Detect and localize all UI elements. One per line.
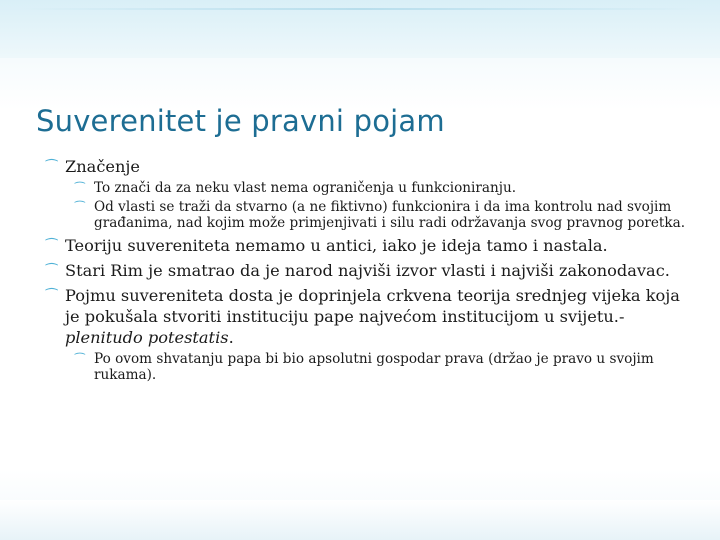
- latin-term: plenitudo potestatis: [65, 328, 229, 347]
- wifi-arc-bullet-icon: ⁀: [46, 239, 58, 255]
- bullet-text: Značenje: [65, 157, 140, 176]
- bottom-decorative-band: [0, 500, 720, 540]
- slide-title: Suverenitet je pravni pojam: [36, 104, 445, 138]
- bullet-text-suffix: .: [228, 328, 234, 347]
- sub-bullet-text: To znači da za neku vlast nema ograničenja u funkcioniranju.: [94, 180, 517, 196]
- bullet-text: Pojmu suvereniteta dosta je doprinjela crkvena teorija srednjeg vijeka koja je pokušala stvoriti instituciju pape najvećom institucijom u svijetu.-: [65, 286, 680, 326]
- wifi-arc-bullet-icon: ⁀: [46, 160, 58, 176]
- sub-bullet-text: Po ovom shvatanju papa bi bio apsolutni gospodar prava (držao je pravo u svojim rukama).: [94, 351, 654, 383]
- wifi-arc-bullet-icon: ⁀: [75, 201, 85, 215]
- bullet-text: Stari Rim je smatrao da je narod najviši izvor vlasti i najviši zakonodavac.: [65, 261, 670, 280]
- top-decorative-band: [0, 0, 720, 58]
- bullet-item: [46, 285, 696, 348]
- wifi-arc-bullet-icon: ⁀: [75, 182, 85, 196]
- wifi-arc-bullet-icon: ⁀: [46, 264, 58, 280]
- bullet-text: Teoriju suvereniteta nemamo u antici, iako je ideja tamo i nastala.: [65, 236, 608, 255]
- bullet-item: [46, 156, 696, 177]
- sub-bullet-item: [75, 351, 696, 383]
- wifi-arc-bullet-icon: ⁀: [75, 353, 85, 367]
- sub-bullet-item: [75, 180, 696, 196]
- sub-bullet-item: [75, 199, 696, 231]
- slide-content: [46, 152, 696, 383]
- bullet-item: [46, 235, 696, 256]
- sub-bullet-text: Od vlasti se traži da stvarno (a ne fiktivno) funkcionira i da ima kontrolu nad svojim građanima, nad kojim može primjenjivati i silu radi održavanja svog pravnog poretka.: [94, 199, 686, 231]
- bullet-item: [46, 260, 696, 281]
- wifi-arc-bullet-icon: ⁀: [46, 289, 58, 305]
